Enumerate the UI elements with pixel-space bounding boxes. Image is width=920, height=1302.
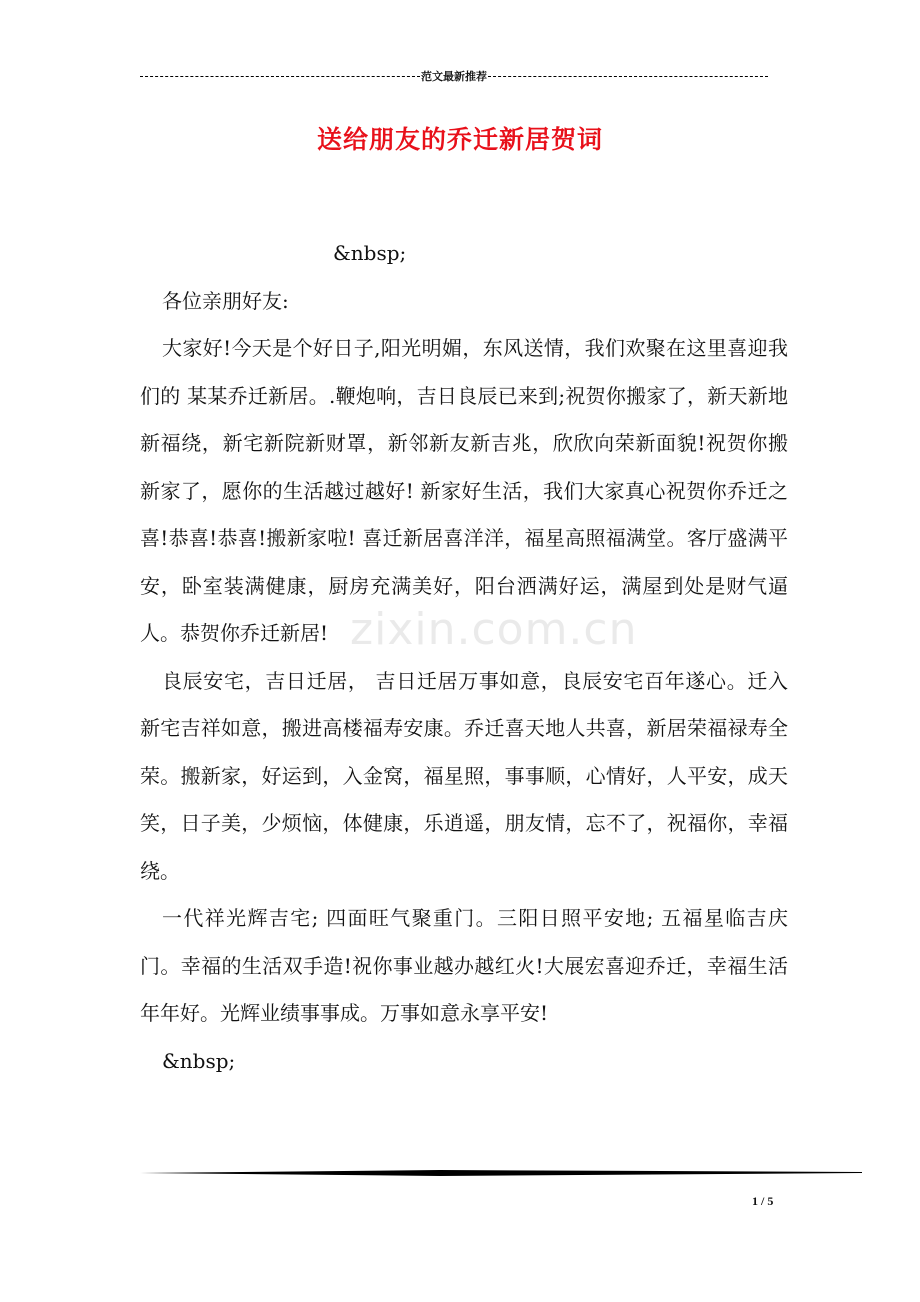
header-label: 范文最新推荐 bbox=[421, 71, 487, 83]
page-header bbox=[140, 68, 768, 84]
header-dash-right bbox=[488, 76, 768, 77]
header-dash-left bbox=[140, 76, 420, 77]
footer-rule bbox=[140, 1170, 862, 1176]
document-title: 送给朋友的乔迁新居贺词 bbox=[316, 125, 603, 154]
document-body bbox=[140, 230, 788, 1085]
paragraph-nbsp-bottom: &nbsp; bbox=[162, 1048, 236, 1073]
paragraph-3: 一代祥光辉吉宅; 四面旺气聚重门。三阳日照平安地; 五福星临吉庆门。幸福的生活双手造!祝你事业越办越红火!大展宏喜迎乔迁，幸福生活年年好。光辉业绩事事成。万事如意永享平安! bbox=[140, 906, 788, 1025]
paragraph-1: 大家好!今天是个好日子,阳光明媚，东风送情，我们欢聚在这里喜迎我们的 某某乔迁新居。.鞭炮响，吉日良辰已来到;祝贺你搬家了，新天新地新福绕，新宅新院新财罩，新邻新友新吉兆，欣欣向荣新面貌!祝贺你搬新家了，愿你的生活越过越好! 新家好生活，我们大家真心祝贺你乔迁之喜!恭喜!恭喜!搬新家啦! 喜迁新居喜洋洋，福星高照福满堂。客厅盛满平安，卧室装满健康，厨房充满美好，阳台洒满好运，满屋到处是财气逼人。恭贺你乔迁新居! bbox=[140, 336, 788, 645]
paragraph-greeting: 各位亲朋好友: bbox=[162, 288, 289, 313]
watermark: zixin.com.cn bbox=[350, 604, 638, 655]
page-indicator: 1 / 5 bbox=[752, 1194, 774, 1208]
paragraph-nbsp-top: &nbsp; bbox=[333, 241, 407, 265]
paragraph-2: 良辰安宅，吉日迁居， 吉日迁居万事如意，良辰安宅百年遂心。迁入新宅吉祥如意，搬进高楼福寿安康。乔迁喜天地人共喜，新居荣福禄寿全荣。搬新家，好运到，入金窝，福星照，事事顺，心情好，人平安，成天笑，日子美，少烦恼，体健康，乐逍遥，朋友情，忘不了，祝福你，幸福绕。 bbox=[140, 668, 788, 883]
